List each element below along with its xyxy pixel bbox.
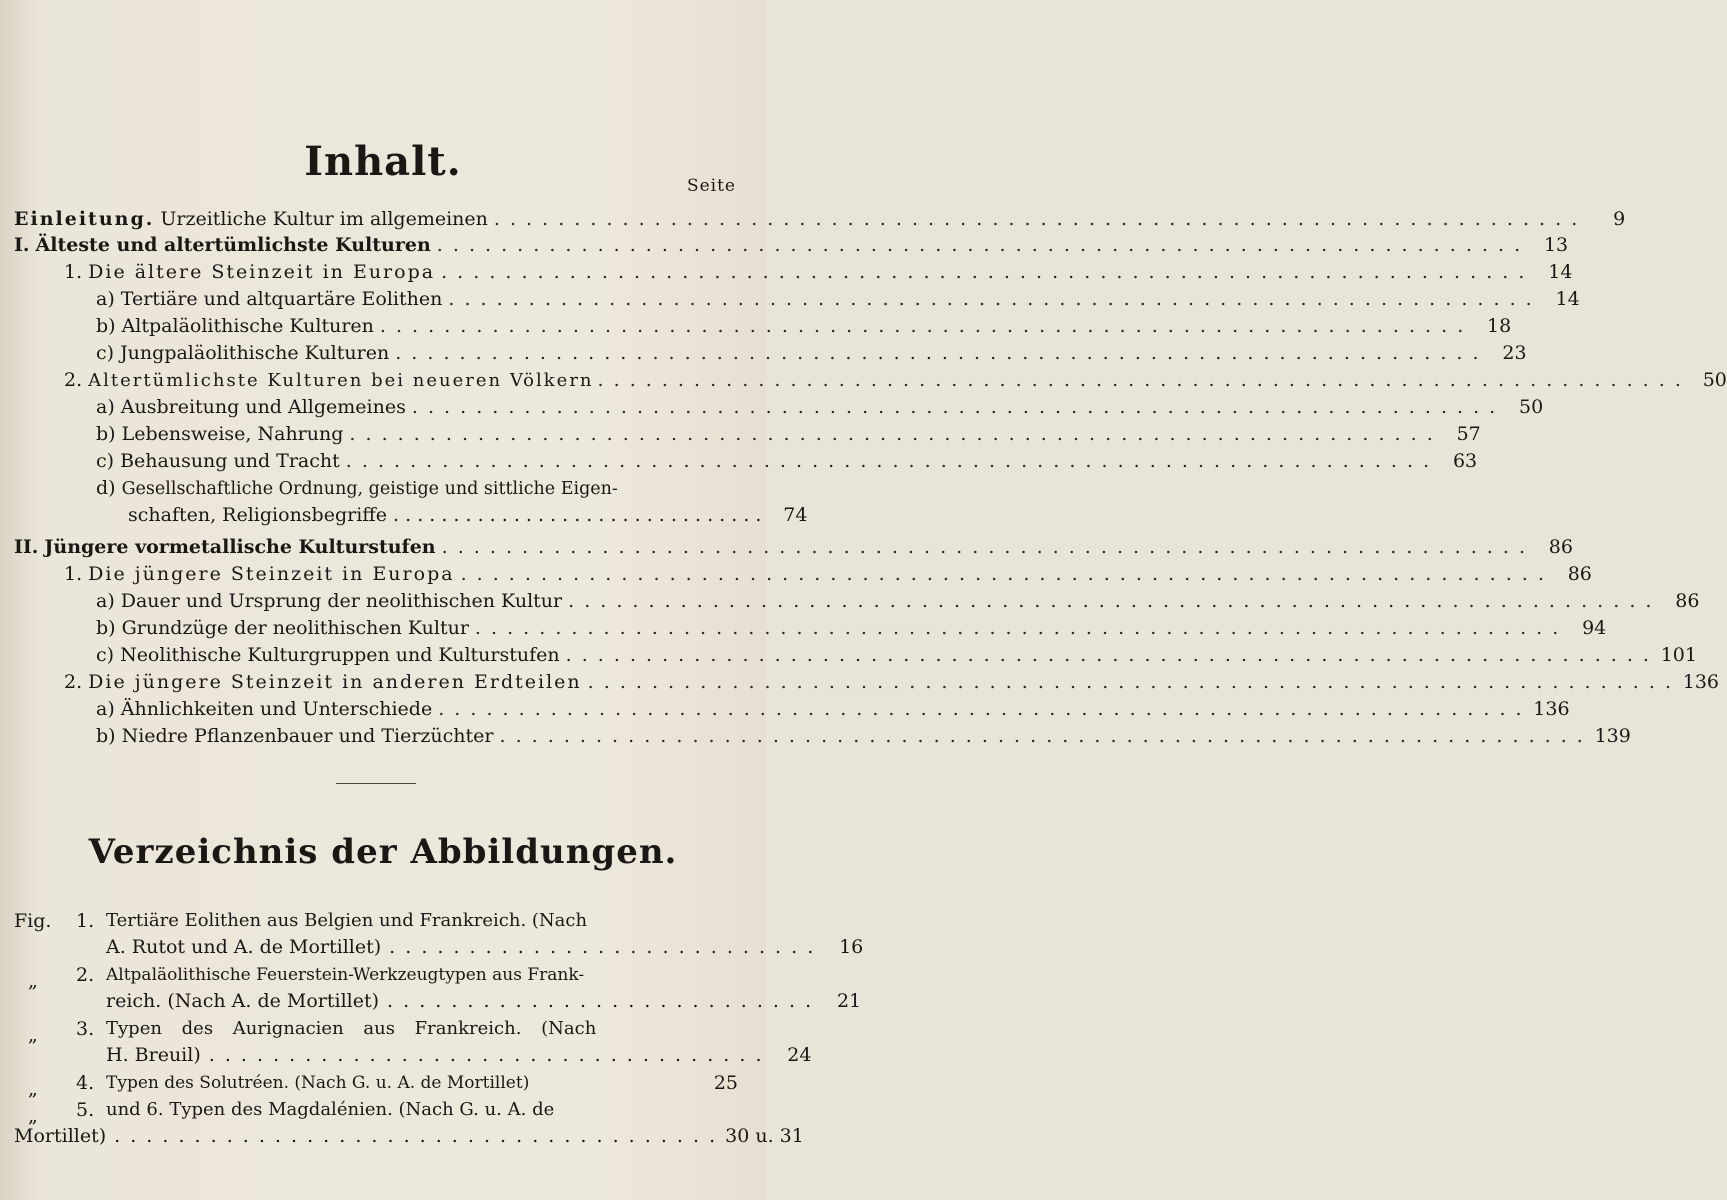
leader-dots	[437, 232, 1522, 258]
toc-entry-text: Behausung und Tracht	[120, 450, 340, 472]
figure-caption-continued: H. Breuil)	[106, 1044, 201, 1066]
figure-caption: Altpaläolithische Feuerstein-Werkzeugtypen aus Frank-	[106, 965, 585, 985]
figure-caption-line2	[106, 934, 864, 960]
toc-entry-text: Altertümlichste Kulturen bei neueren Völkern	[88, 370, 594, 391]
toc-entry	[96, 340, 1527, 366]
toc-entry-text-continued: schaften, Religionsbegriffe	[128, 504, 388, 526]
toc-entry-page: 86	[1548, 536, 1573, 558]
leader-dots	[494, 206, 1579, 232]
toc-entry-page: 9	[1613, 208, 1626, 230]
figure-page: 16	[839, 936, 864, 958]
leader-dots	[500, 723, 1585, 749]
toc-entry-page: 23	[1502, 342, 1527, 364]
figure-caption-line2	[106, 1042, 812, 1068]
toc-entry-label: b)	[96, 725, 116, 747]
toc-entry	[64, 561, 1592, 587]
toc-entry-label: 2.	[64, 671, 83, 693]
toc-entry-text: Altpaläolithische Kulturen	[121, 315, 374, 337]
toc-entry-label: c)	[96, 450, 115, 472]
toc-entry-label: b)	[96, 423, 116, 445]
toc-entry-label: I.	[14, 234, 30, 256]
toc-entry-page: 14	[1555, 288, 1580, 310]
toc-entry-text: Die jüngere Steinzeit in anderen Erdteilen	[88, 671, 582, 693]
toc-entry-text: Ausbreitung und Allgemeines	[120, 396, 406, 418]
toc-entry	[96, 723, 1631, 749]
figure-entry	[0, 1097, 804, 1151]
figure-entry	[0, 962, 862, 1016]
toc-entry-page: 50	[1702, 369, 1727, 391]
leader-dots	[475, 615, 1560, 641]
leader-dots	[438, 696, 1523, 722]
toc-entry-page: 13	[1543, 234, 1569, 256]
leader-dots: . . . . . . . . . . . . . . . . . . . . . . . . . . .	[389, 936, 816, 958]
figure-entry	[0, 908, 864, 962]
toc-entry-label: a)	[96, 590, 115, 612]
figures-title: Verzeichnis der Abbildungen.	[88, 832, 678, 872]
toc-entry	[96, 313, 1512, 339]
leader-dots	[448, 286, 1533, 312]
toc-entry-label: a)	[96, 396, 115, 418]
leader-dots	[346, 448, 1431, 474]
figure-page: 24	[787, 1044, 812, 1066]
leader-dots: . . . . . . . . . . . . . . . . . . . . . . . . . . .	[387, 990, 814, 1012]
toc-entry	[96, 286, 1580, 312]
figure-entry	[0, 1016, 812, 1070]
figure-number: 5.	[76, 1099, 95, 1121]
toc-entry	[96, 421, 1481, 447]
toc-entry-page: 94	[1582, 617, 1607, 639]
toc-entry-page: 50	[1519, 396, 1544, 418]
toc-entry-label: a)	[96, 288, 115, 310]
toc-entry	[64, 259, 1573, 285]
toc-entry	[14, 534, 1573, 560]
toc-entry-label: c)	[96, 342, 115, 364]
leader-dots	[461, 561, 1546, 587]
leader-dots	[441, 259, 1526, 285]
leader-dots: . . . . . . . . . . . . . . . . . . . . . . . . . . . . . . . . . . . . . .	[114, 1125, 718, 1147]
toc-entry-label: II.	[14, 536, 39, 558]
toc-title: Inhalt.	[304, 138, 462, 185]
toc-entry-page: 101	[1660, 644, 1697, 666]
toc-entry-text: Die jüngere Steinzeit in Europa	[88, 563, 455, 585]
toc-entry-text: Gesellschaftliche Ordnung, geistige und sittliche Eigen-	[121, 479, 618, 499]
figure-number: 3.	[76, 1018, 95, 1040]
leader-dots	[568, 588, 1653, 614]
figure-page: 21	[836, 990, 862, 1012]
toc-entry-text: Die ältere Steinzeit in Europa	[88, 261, 436, 283]
toc-entry-text: Lebensweise, Nahrung	[121, 423, 344, 445]
toc-entry-label: 1.	[64, 261, 83, 283]
leader-dots	[349, 421, 1434, 447]
figure-caption-line2	[106, 988, 862, 1014]
toc-entry-text: Dauer und Ursprung der neolithischen Kultur	[120, 590, 563, 612]
figure-prefix: „	[28, 970, 38, 992]
leader-dots	[412, 394, 1497, 420]
toc-entry-page: 86	[1567, 563, 1592, 585]
toc-entry	[96, 615, 1607, 641]
toc-entry-page: 63	[1452, 450, 1478, 472]
figure-number: 4.	[76, 1072, 95, 1094]
toc-entry-text: Jungpaläolithische Kulturen	[120, 342, 390, 364]
toc-entry	[96, 394, 1544, 420]
toc-entry-label: b)	[96, 617, 116, 639]
toc-entry-label: c)	[96, 644, 115, 666]
toc-entry-label: b)	[96, 315, 116, 337]
figure-caption-line2	[14, 1123, 804, 1149]
figure-caption: Typen des Solutréen. (Nach G. u. A. de Mortillet)	[106, 1073, 530, 1093]
leader-dots	[598, 367, 1683, 393]
toc-entry-page: 136	[1533, 698, 1570, 720]
page-column-header: Seite	[686, 176, 736, 196]
figure-caption: und 6. Typen des Magdalénien. (Nach G. u. A. de	[106, 1099, 555, 1120]
toc-entry-text: Jüngere vormetallische Kulturstufen	[44, 536, 436, 558]
figure-page: 25	[713, 1072, 738, 1094]
toc-entry	[96, 588, 1700, 614]
figure-prefix: „	[28, 1024, 38, 1046]
leader-dots: . . . . . . . . . . . . . . . . . . . . . . . . . . . . . . .	[393, 504, 762, 526]
figure-caption-continued: Mortillet)	[14, 1125, 107, 1147]
toc-entry	[96, 475, 738, 501]
toc-entry	[96, 642, 1697, 668]
section-divider	[336, 783, 416, 784]
toc-entry-page: 74	[783, 504, 808, 526]
leader-dots	[395, 340, 1480, 366]
leader-dots	[442, 534, 1527, 560]
leader-dots	[588, 669, 1673, 695]
toc-entry	[64, 367, 1727, 393]
leader-dots: . . . . . . . . . . . . . . . . . . . . . . . . . . . . . . . . . . .	[208, 1044, 764, 1066]
toc-entry-text: Ähnlichkeiten und Unterschiede	[120, 698, 433, 720]
toc-entry-page: 86	[1675, 590, 1700, 612]
toc-entry	[64, 669, 1719, 695]
toc-entry	[96, 448, 1478, 474]
toc-entry-page: 14	[1548, 261, 1573, 283]
toc-entry-text: Niedre Pflanzenbauer und Tierzüchter	[121, 725, 494, 747]
toc-entry-page: 57	[1456, 423, 1481, 445]
figure-page: 30 u. 31	[725, 1125, 804, 1147]
figure-caption-continued: reich. (Nach A. de Mortillet)	[106, 990, 380, 1012]
toc-entry-text: Grundzüge der neolithischen Kultur	[121, 617, 469, 639]
figure-prefix: Fig.	[14, 910, 52, 932]
toc-entry-text: Tertiäre und altquartäre Eolithen	[120, 288, 443, 310]
figure-number: 1.	[76, 910, 95, 932]
toc-entry	[14, 206, 1626, 232]
figure-caption: Tertiäre Eolithen aus Belgien und Frankreich. (Nach	[106, 910, 588, 931]
figure-number: 2.	[76, 964, 95, 986]
toc-entry-label: a)	[96, 698, 115, 720]
toc-entry-label: 1.	[64, 563, 83, 585]
toc-entry-label: 2.	[64, 369, 83, 391]
toc-entry	[14, 232, 1569, 258]
figure-prefix: „	[28, 1105, 38, 1127]
toc-entry-page: 18	[1487, 315, 1512, 337]
toc-entry-text: Neolithische Kulturgruppen und Kulturstufen	[120, 644, 560, 666]
figure-caption: Typen des Aurignacien aus Frankreich. (Nach	[106, 1018, 597, 1039]
leader-dots	[380, 313, 1465, 339]
toc-entry-label: d)	[96, 477, 116, 499]
figure-caption-continued: A. Rutot und A. de Mortillet)	[106, 936, 382, 958]
toc-entry-text: Einleitung.	[14, 208, 155, 230]
figure-prefix: „	[28, 1078, 38, 1100]
toc-entry-continuation	[128, 502, 808, 528]
toc-entry-text: Älteste und altertümlichste Kulturen	[35, 234, 431, 256]
toc-entry	[96, 696, 1570, 722]
leader-dots	[566, 642, 1651, 668]
toc-entry-page: 139	[1594, 725, 1631, 747]
toc-entry-subtext: Urzeitliche Kultur im allgemeinen	[160, 208, 488, 230]
toc-entry-page: 136	[1682, 671, 1719, 693]
figure-entry	[0, 1070, 766, 1100]
